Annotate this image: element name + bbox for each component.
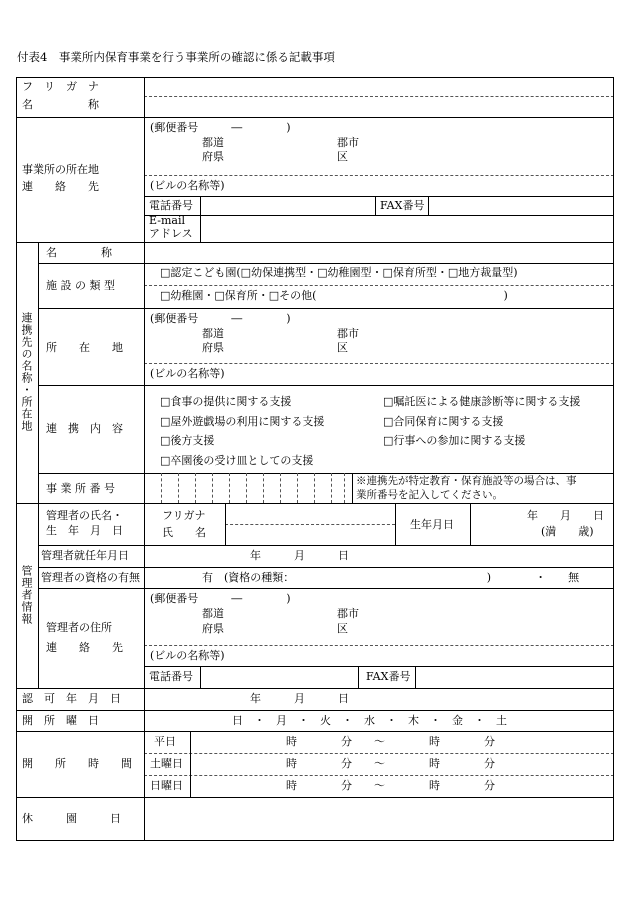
rule — [16, 797, 614, 798]
saturday-hours-value[interactable]: 時 分 ～ 時 分 — [286, 757, 495, 770]
rule — [613, 77, 614, 841]
prefecture-label: 都道 — [202, 327, 224, 340]
building-name-field[interactable]: (ビルの名称等) — [150, 179, 225, 192]
manager-birth-label: 生 年 月 日 — [46, 524, 123, 537]
coop-option-graduation[interactable]: □卒園後の受け皿としての支援 — [160, 454, 314, 467]
rule — [16, 77, 614, 78]
approval-date-value[interactable]: 年 月 日 — [250, 692, 349, 705]
qualification-value[interactable]: 有 (資格の種類： ) ・ 無 — [202, 571, 580, 584]
ward-label: 区 — [337, 150, 348, 163]
digit-divider — [229, 473, 230, 503]
facility-option-2[interactable]: □幼稚園・□保育所・□その他( ) — [160, 289, 508, 302]
digit-divider — [297, 473, 298, 503]
prefecture-label: 府県 — [202, 622, 224, 635]
rule — [16, 710, 614, 711]
rule — [225, 503, 226, 546]
address-label: アドレス — [149, 227, 193, 240]
closed-days-label: 休 園 日 — [22, 812, 121, 825]
rule — [38, 242, 39, 504]
coop-option-backup[interactable]: □後方支援 — [160, 434, 215, 447]
rule — [144, 77, 145, 841]
rule — [16, 840, 614, 841]
facility-type-label: 施 設 の 類 型 — [46, 279, 115, 292]
rule — [415, 666, 416, 689]
digit-divider — [263, 473, 264, 503]
ward-label: 区 — [337, 341, 348, 354]
prefecture-label: 都道 — [202, 136, 224, 149]
rule — [144, 666, 614, 667]
birthdate-label: 生年月日 — [410, 518, 454, 531]
tel-label: 電話番号 — [149, 670, 193, 683]
digit-divider — [161, 473, 162, 503]
digit-divider — [246, 473, 247, 503]
digit-divider — [331, 473, 332, 503]
rule — [200, 196, 201, 243]
facility-option-1[interactable]: □認定こども園(□幼保連携型・□幼稚園型・□保育所型・□地方裁量型) — [160, 266, 518, 279]
rule — [16, 688, 614, 689]
rule — [16, 731, 614, 732]
city-label: 郡市 — [337, 607, 359, 620]
dashed-rule — [225, 524, 395, 525]
partner-group-label: 連携先の名称・所在地 — [20, 312, 33, 432]
furigana-label: フ リ ガ ナ — [22, 80, 99, 93]
rule — [16, 77, 17, 841]
dashed-rule — [144, 753, 614, 754]
open-days-label: 開 所 曜 日 — [22, 714, 99, 727]
dashed-rule — [144, 96, 614, 97]
email-label: E-mail — [149, 214, 185, 227]
partner-name-label: 名 称 — [46, 246, 112, 259]
coop-option-joint[interactable]: □合同保育に関する支援 — [383, 415, 504, 428]
manager-address-label: 管理者の住所 — [46, 621, 112, 634]
partner-location-label: 所 在 地 — [46, 341, 123, 354]
rule — [144, 196, 614, 197]
digit-divider — [280, 473, 281, 503]
rule — [470, 503, 471, 546]
rule — [352, 473, 353, 504]
office-contact-label: 連 絡 先 — [22, 180, 99, 193]
manager-start-value[interactable]: 年 月 日 — [250, 549, 349, 562]
open-days-value[interactable]: 日 ・ 月 ・ 火 ・ 水 ・ 木 ・ 金 ・ 土 — [232, 714, 507, 727]
dashed-rule — [144, 645, 614, 646]
form-title: 付表4 事業所内保育事業を行う事業所の確認に係る記載事項 — [17, 50, 335, 64]
manager-qualification-label: 管理者の資格の有無 — [41, 571, 140, 584]
partner-postal-field[interactable]: (郵便番号 ― ) — [150, 312, 291, 325]
partner-building-field[interactable]: (ビルの名称等) — [150, 367, 225, 380]
ward-label: 区 — [337, 622, 348, 635]
city-label: 郡市 — [337, 136, 359, 149]
digit-divider — [344, 473, 345, 503]
coop-option-meals[interactable]: □食事の提供に関する支援 — [160, 395, 292, 408]
coop-option-health[interactable]: □嘱託医による健康診断等に関する支援 — [383, 395, 581, 408]
rule — [428, 196, 429, 216]
rule — [16, 117, 614, 118]
digit-divider — [178, 473, 179, 503]
rule — [38, 545, 614, 546]
office-address-label: 事業所の所在地 — [22, 163, 99, 176]
manager-group-label: 管理者情報 — [20, 565, 33, 625]
dashed-rule — [144, 363, 614, 364]
manager-building-field[interactable]: (ビルの名称等) — [150, 649, 225, 662]
rule — [375, 196, 376, 216]
sunday-hours-value[interactable]: 時 分 ～ 時 分 — [286, 779, 495, 792]
approval-date-label: 認 可 年 月 日 — [22, 692, 121, 705]
office-number-note: ※連携先が特定教育・保育施設等の場合は、事 — [356, 475, 577, 487]
rule — [190, 731, 191, 798]
full-name-label: 氏 名 — [162, 526, 206, 539]
rule — [200, 666, 201, 689]
digit-divider — [195, 473, 196, 503]
rule — [16, 503, 614, 504]
birthdate-value[interactable]: 年 月 日 — [527, 509, 604, 522]
sunday-label: 日曜日 — [150, 779, 183, 792]
rule — [16, 242, 614, 243]
prefecture-label: 府県 — [202, 341, 224, 354]
dashed-rule — [144, 775, 614, 776]
fax-label: FAX番号 — [380, 199, 425, 212]
rule — [38, 385, 614, 386]
saturday-label: 土曜日 — [150, 757, 183, 770]
manager-start-label: 管理者就任年月日 — [41, 549, 129, 562]
rule — [144, 215, 614, 216]
office-number-note: 業所番号を記入してください。 — [356, 489, 503, 501]
fax-label: FAX番号 — [366, 670, 411, 683]
tel-label: 電話番号 — [149, 199, 193, 212]
rule — [395, 503, 396, 546]
digit-divider — [314, 473, 315, 503]
open-hours-label: 開 所 時 間 — [22, 757, 132, 770]
name-label: 名 称 — [22, 98, 99, 111]
digit-divider — [212, 473, 213, 503]
coop-option-events[interactable]: □行事への参加に関する支援 — [383, 434, 526, 447]
office-number-label: 事 業 所 番 号 — [46, 482, 115, 495]
manager-postal-field[interactable]: (郵便番号 ― ) — [150, 592, 291, 605]
prefecture-label: 府県 — [202, 150, 224, 163]
dashed-rule — [144, 175, 614, 176]
rule — [38, 308, 614, 309]
city-label: 郡市 — [337, 327, 359, 340]
age-value[interactable]: (満 歳) — [541, 525, 594, 538]
rule — [38, 263, 614, 264]
rule — [358, 666, 359, 689]
weekday-label: 平日 — [154, 735, 176, 748]
rule — [38, 503, 39, 689]
coop-option-playground[interactable]: □屋外遊戯場の利用に関する支援 — [160, 415, 325, 428]
manager-name-label: 管理者の氏名・ — [46, 509, 123, 522]
cooperation-label: 連 携 内 容 — [46, 422, 123, 435]
dashed-rule — [144, 285, 614, 286]
postal-code-field[interactable]: (郵便番号 ― ) — [150, 121, 291, 134]
rule — [38, 567, 614, 568]
rule — [38, 588, 614, 589]
prefecture-label: 都道 — [202, 607, 224, 620]
manager-contact-label: 連 絡 先 — [46, 641, 123, 654]
weekday-hours-value[interactable]: 時 分 ～ 時 分 — [286, 735, 495, 748]
furigana-label: フリガナ — [162, 509, 206, 522]
